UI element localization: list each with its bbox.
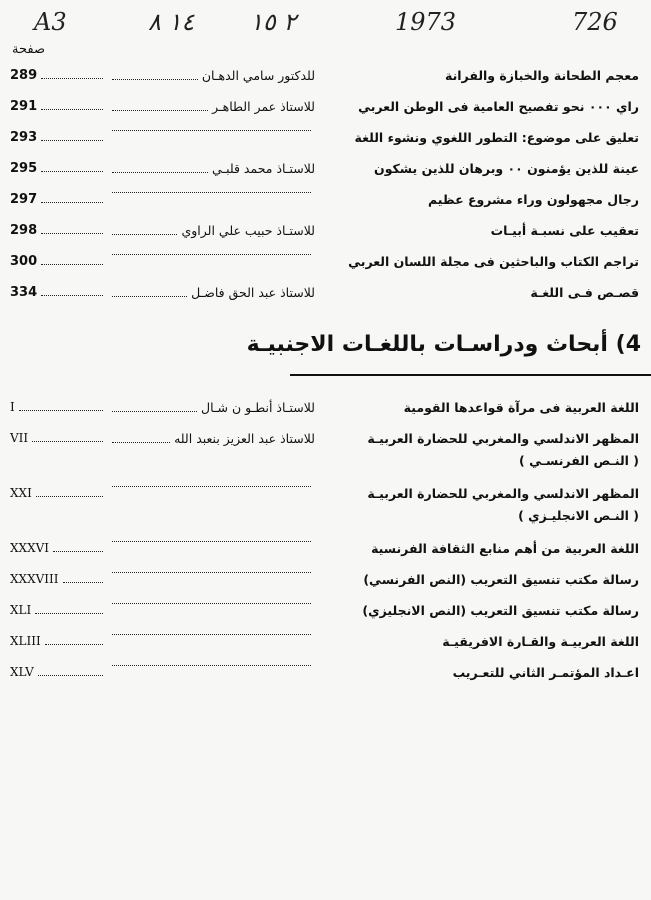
dot-leader (41, 295, 103, 296)
page-number: 293 (10, 130, 38, 145)
toc-section-2 (10, 398, 639, 694)
page-number: XXXVI (10, 541, 50, 555)
dot-leader (112, 486, 311, 487)
page-number-cell (10, 634, 105, 648)
page-column-label: صفحة (12, 42, 45, 57)
section-heading: 4) أبحاث ودراسـات باللغـات الاجنبيـة (246, 332, 641, 357)
entry-title-line: المظهر الاندلسي والمغربي للحضارة العربيـة (367, 486, 639, 501)
dot-leader (41, 233, 103, 234)
handwritten-year: 1973 (395, 8, 457, 36)
toc-entry (10, 429, 639, 484)
author-cell (110, 431, 315, 446)
dot-leader (112, 296, 187, 297)
page-number-cell (10, 572, 105, 586)
entry-title-line: اللغة العربية فى مرآة قواعدها القومية (403, 400, 639, 415)
dot-leader (36, 496, 103, 497)
page-number-cell (10, 431, 105, 445)
dot-leader (112, 172, 208, 173)
toc-entry (10, 484, 639, 539)
author-cell (110, 665, 315, 669)
page-number-cell (10, 254, 105, 269)
page-number: 298 (10, 223, 38, 238)
dot-leader (41, 264, 103, 265)
author-name: للاستاذ عبد الحق فاضـل (191, 285, 315, 300)
author-name: للاستاذ عمر الطاهـر (212, 99, 315, 114)
handwritten-mark-a: ١٤ ٨ (148, 8, 195, 36)
toc-entry (10, 190, 639, 221)
entry-title-line: ( النـص الفرنسـي ) (519, 453, 639, 468)
author-cell (110, 223, 315, 238)
entry-title-line: اعـداد المؤتمـر الثاني للتعـريب (452, 665, 639, 680)
dot-leader (112, 411, 197, 412)
toc-entry (10, 632, 639, 663)
author-cell (110, 161, 315, 176)
entry-title: عينة للذين يؤمنون ٠٠ وبرهان للذين يشكون (374, 161, 639, 176)
page-number: 295 (10, 161, 38, 176)
page-number: 334 (10, 285, 38, 300)
dot-leader (112, 634, 311, 635)
dot-leader (32, 441, 103, 442)
entry-title: تعقيب على نسبـة أبيـات (490, 223, 639, 238)
page-number: 291 (10, 99, 38, 114)
author-cell (110, 254, 315, 258)
dot-leader (112, 442, 170, 443)
toc-entry (10, 97, 639, 128)
author-cell (110, 130, 315, 134)
entry-title-line: اللغة العربية من أهم منابع الثقافة الفرنسية (371, 541, 639, 556)
dot-leader (112, 79, 198, 80)
dot-leader (112, 130, 311, 131)
dot-leader (112, 572, 311, 573)
page-number-cell (10, 665, 105, 679)
entry-title: تعليق على موضوع: التطور اللغوي ونشوء اللغة (354, 130, 639, 145)
toc-entry (10, 663, 639, 694)
entry-title (345, 431, 639, 475)
page-number: I (10, 400, 15, 414)
author-name: للاستـاذ محمد قلبـي (211, 161, 315, 176)
page-number: XXXVIII (10, 572, 59, 586)
entry-title-line: اللغة العربيـة والقـارة الافريقيـة (442, 634, 639, 649)
page-number-cell (10, 68, 105, 83)
page-number: 297 (10, 192, 38, 207)
page-number: VII (10, 431, 29, 445)
author-cell (110, 400, 315, 415)
toc-entry (10, 66, 639, 97)
toc-entry (10, 539, 639, 570)
page-number-cell (10, 99, 105, 114)
entry-title (345, 665, 639, 687)
page-number-cell (10, 192, 105, 207)
page-number-cell (10, 285, 105, 300)
author-name: للدكتور سامي الدهـان (201, 68, 315, 83)
toc-entry (10, 252, 639, 283)
toc-section-1 (10, 66, 639, 314)
toc-entry (10, 398, 639, 429)
toc-entry (10, 601, 639, 632)
author-cell (110, 192, 315, 196)
dot-leader (38, 675, 103, 676)
page-number-cell (10, 161, 105, 176)
toc-entry (10, 159, 639, 190)
author-cell (110, 68, 315, 83)
author-cell (110, 541, 315, 545)
author-cell (110, 486, 315, 490)
author-cell (110, 99, 315, 114)
handwritten-mark-b: ٢ ١٥ (250, 8, 297, 36)
dot-leader (112, 603, 311, 604)
entry-title (345, 400, 639, 422)
dot-leader (41, 202, 103, 203)
author-cell (110, 572, 315, 576)
entry-title: تراجم الكتاب والباحثين فى مجلة اللسان العربي (348, 254, 639, 269)
dot-leader (41, 140, 103, 141)
page-number: 289 (10, 68, 38, 83)
dot-leader (112, 192, 311, 193)
dot-leader (35, 613, 103, 614)
dot-leader (112, 234, 177, 235)
dot-leader (41, 78, 103, 79)
toc-entry (10, 128, 639, 159)
entry-title: قصـص فـى اللغـة (530, 285, 639, 300)
page-number: 300 (10, 254, 38, 269)
page-number-cell (10, 400, 105, 414)
handwritten-number: 726 (572, 8, 618, 36)
author-cell (110, 634, 315, 638)
dot-leader (45, 644, 103, 645)
entry-title: رجال مجهولون وراء مشروع عظيم (428, 192, 639, 207)
entry-title (345, 486, 639, 530)
page-number: XLIII (10, 634, 41, 648)
author-name: للاستـاذ أنطـو ن شـال (200, 400, 315, 415)
toc-entry (10, 570, 639, 601)
page-number: XXI (10, 486, 32, 500)
author-name: للاستـاذ حبيب علي الراوي (181, 223, 315, 238)
author-cell (110, 603, 315, 607)
dot-leader (41, 171, 103, 172)
page-number: XLV (10, 665, 34, 679)
entry-title: معجم الطحانة والخبازة والفرانة (444, 68, 639, 83)
entry-title (345, 572, 639, 594)
page-number-cell (10, 223, 105, 238)
entry-title-line: رسالة مكتب تنسيق التعريب (النص الفرنسي) (363, 572, 639, 587)
dot-leader (19, 410, 103, 411)
entry-title-line: ( النـص الانجليـزي ) (518, 508, 639, 523)
dot-leader (112, 541, 311, 542)
page-number-cell (10, 486, 105, 500)
dot-leader (112, 254, 311, 255)
heading-rule (290, 374, 651, 376)
entry-title-line: المظهر الاندلسي والمغربي للحضارة العربيـة (367, 431, 639, 446)
entry-title (345, 603, 639, 625)
page-number: XLI (10, 603, 32, 617)
dot-leader (41, 109, 103, 110)
page-number-cell (10, 541, 105, 555)
toc-entry (10, 283, 639, 314)
toc-entry (10, 221, 639, 252)
entry-title (345, 634, 639, 656)
entry-title-line: رسالة مكتب تنسيق التعريب (النص الانجليزي) (362, 603, 639, 618)
entry-title (345, 541, 639, 563)
author-cell (110, 285, 315, 300)
entry-title: راي ٠٠٠ نحو تفصيح العامية فى الوطن العربي (358, 99, 639, 114)
page-number-cell (10, 603, 105, 617)
page-number-cell (10, 130, 105, 145)
author-name: للاستاذ عبد العزيز بنعبد الله (174, 431, 315, 446)
dot-leader (112, 665, 311, 666)
dot-leader (112, 110, 208, 111)
dot-leader (63, 582, 103, 583)
handwritten-code: A3 (34, 8, 67, 36)
dot-leader (53, 551, 103, 552)
